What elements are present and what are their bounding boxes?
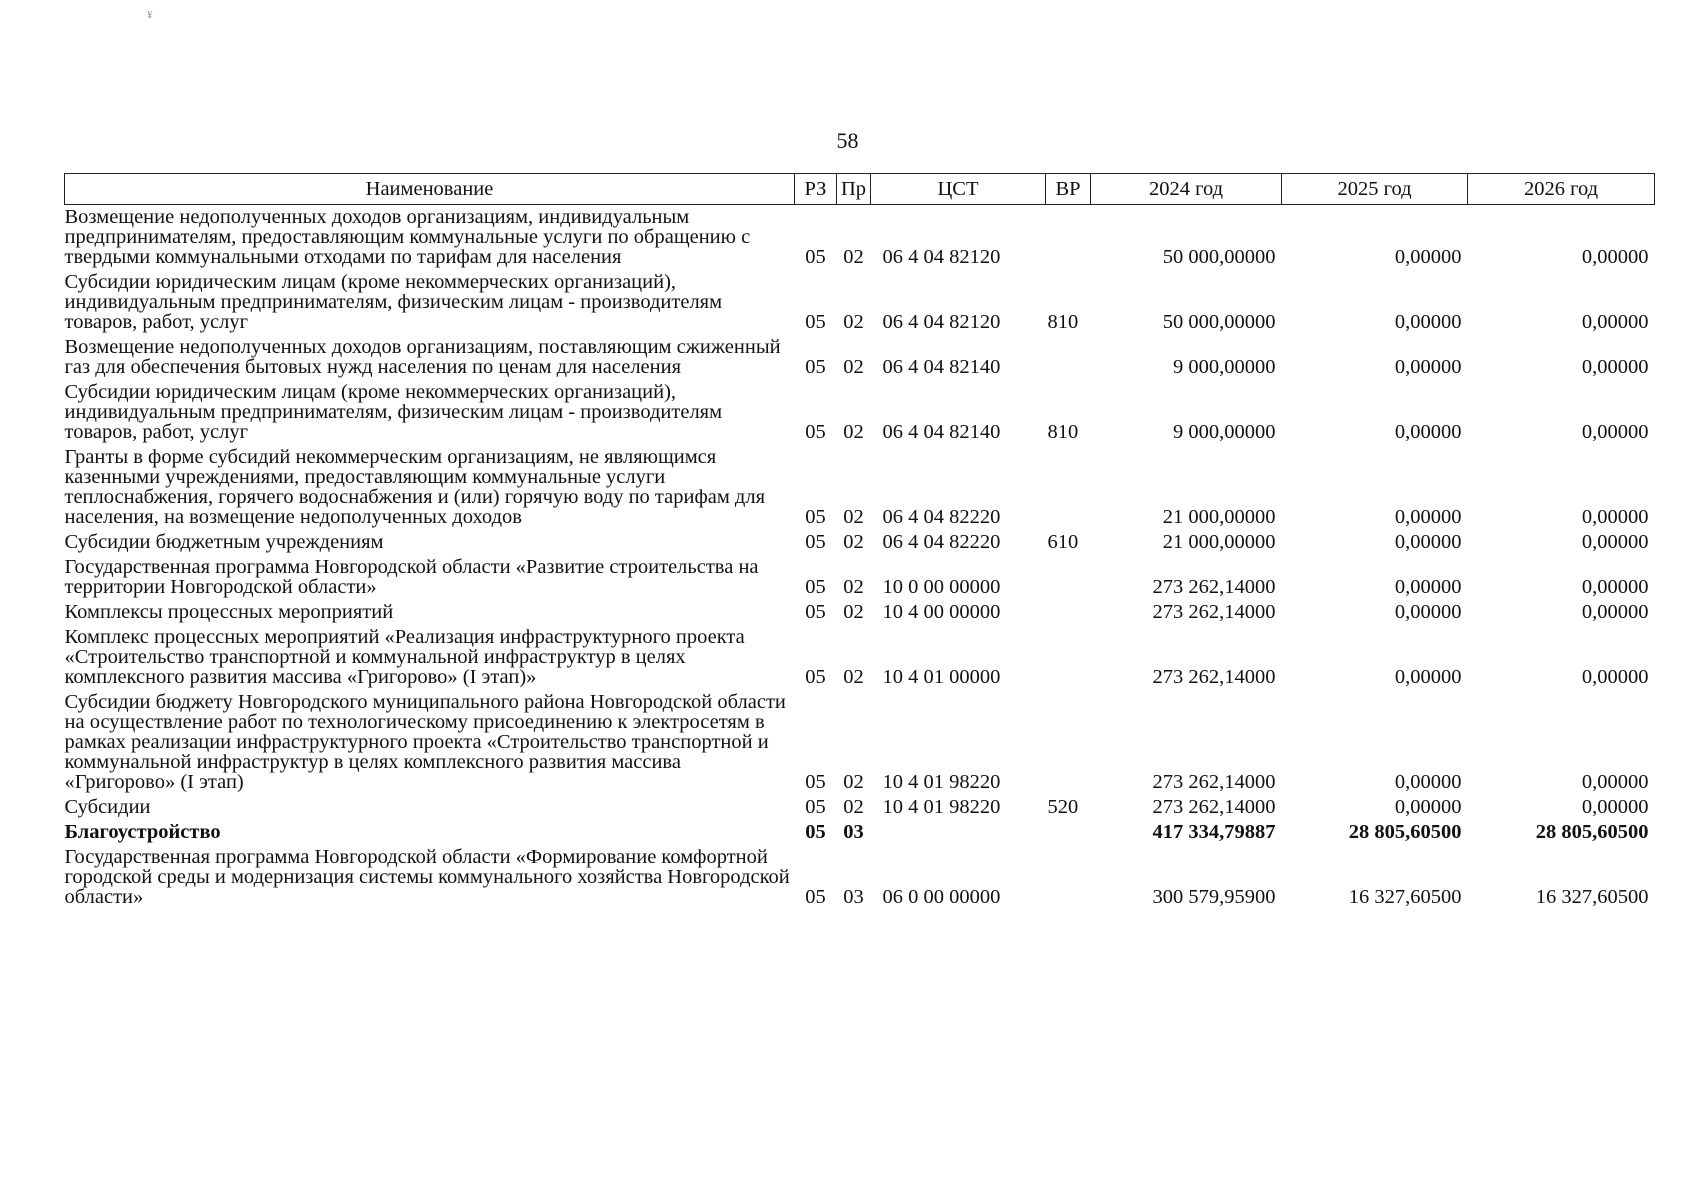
cell-2024: 273 262,14000 bbox=[1152, 796, 1276, 818]
cell-vr: 810 bbox=[1047, 421, 1079, 443]
cell-rz: 05 bbox=[805, 796, 826, 818]
cell-name: Субсидии юридическим лицам (кроме некоммерческих организаций), индивидуальным предпринимателям, физическим лицам - производителям товаров, работ, услуг bbox=[64, 381, 723, 443]
table-header-row bbox=[65, 174, 1655, 205]
cell-vr: 610 bbox=[1047, 531, 1079, 553]
cell-rz: 05 bbox=[805, 576, 826, 598]
cell-vr bbox=[1046, 205, 1091, 271]
cell-pr: 02 bbox=[843, 531, 864, 553]
cell-rz: 05 bbox=[805, 531, 826, 553]
cell-vr bbox=[1046, 845, 1091, 910]
cell-vr bbox=[1046, 555, 1091, 600]
cell-2026: 0,00000 bbox=[1581, 796, 1649, 818]
cell-2025: 0,00000 bbox=[1394, 311, 1462, 333]
cell-2025: 0,00000 bbox=[1394, 356, 1462, 378]
cell-pr: 02 bbox=[843, 421, 864, 443]
cell-vr bbox=[1046, 625, 1091, 690]
cell-rz: 05 bbox=[805, 601, 826, 623]
cell-vr bbox=[1046, 820, 1091, 845]
cell-cst: 10 4 01 00000 bbox=[882, 666, 1001, 688]
cell-name: Субсидии юридическим лицам (кроме некоммерческих организаций), индивидуальным предпринимателям, физическим лицам - производителям товаров, работ, услуг bbox=[64, 271, 723, 333]
cell-pr: 03 bbox=[843, 821, 864, 843]
cell-2024: 50 000,00000 bbox=[1162, 311, 1276, 333]
cell-pr: 02 bbox=[843, 506, 864, 528]
cell-2026: 0,00000 bbox=[1581, 666, 1649, 688]
table-row bbox=[65, 845, 1655, 910]
table-body bbox=[65, 205, 1655, 911]
cell-2026: 0,00000 bbox=[1581, 246, 1649, 268]
cell-2025: 0,00000 bbox=[1394, 246, 1462, 268]
cell-vr bbox=[1046, 335, 1091, 380]
cell-2026: 0,00000 bbox=[1581, 531, 1649, 553]
header-vr: ВР bbox=[1046, 174, 1091, 205]
cell-name: Возмещение недополученных доходов организациям, поставляющим сжиженный газ для обеспечения бытовых нужд населения по ценам для населения bbox=[64, 336, 781, 378]
scan-artifact: ¥ bbox=[147, 9, 153, 21]
cell-cst: 06 4 04 82120 bbox=[882, 311, 1001, 333]
table-row bbox=[65, 795, 1655, 820]
cell-2026: 0,00000 bbox=[1581, 356, 1649, 378]
cell-name: Комплекс процессных мероприятий «Реализация инфраструктурного проекта «Строительство транспортной и коммунальной инфраструктур в целях комплексного развития массива «Григорово» (I этап)» bbox=[64, 626, 745, 688]
cell-rz: 05 bbox=[805, 506, 826, 528]
cell-name: Благоустройство bbox=[64, 821, 221, 843]
cell-name: Государственная программа Новгородской области «Формирование комфортной городской среды и модернизация системы коммунального хозяйства Новгородской области» bbox=[64, 846, 790, 908]
cell-2026: 0,00000 bbox=[1581, 771, 1649, 793]
cell-cst: 10 0 00 00000 bbox=[882, 576, 1001, 598]
page-number: 58 bbox=[836, 128, 859, 153]
cell-rz: 05 bbox=[805, 821, 826, 843]
cell-cst: 06 4 04 82120 bbox=[882, 246, 1001, 268]
cell-rz: 05 bbox=[805, 421, 826, 443]
cell-2026: 28 805,60500 bbox=[1535, 821, 1649, 843]
cell-cst: 06 0 00 00000 bbox=[882, 886, 1001, 908]
cell-cst: 06 4 04 82140 bbox=[882, 421, 1001, 443]
cell-name: Возмещение недополученных доходов организациям, индивидуальным предпринимателям, предоставляющим коммунальные услуги по обращению с твердыми коммунальными отходами по тарифам для населения bbox=[64, 206, 751, 268]
cell-name: Субсидии bbox=[64, 796, 151, 818]
cell-2025: 0,00000 bbox=[1394, 601, 1462, 623]
header-2025: 2025 год bbox=[1282, 174, 1468, 205]
cell-2025: 0,00000 bbox=[1394, 421, 1462, 443]
cell-2024: 300 579,95900 bbox=[1152, 886, 1276, 908]
cell-rz: 05 bbox=[805, 886, 826, 908]
cell-pr: 02 bbox=[843, 796, 864, 818]
budget-table bbox=[64, 173, 1655, 910]
cell-2025: 0,00000 bbox=[1394, 576, 1462, 598]
cell-vr: 520 bbox=[1047, 796, 1079, 818]
cell-vr: 810 bbox=[1047, 311, 1079, 333]
table-row bbox=[65, 205, 1655, 271]
cell-cst: 06 4 04 82140 bbox=[882, 356, 1001, 378]
cell-2025: 28 805,60500 bbox=[1348, 821, 1462, 843]
cell-2024: 273 262,14000 bbox=[1152, 576, 1276, 598]
cell-rz: 05 bbox=[805, 666, 826, 688]
table-row bbox=[65, 600, 1655, 625]
header-rz: РЗ bbox=[795, 174, 837, 205]
cell-rz: 05 bbox=[805, 356, 826, 378]
cell-pr: 02 bbox=[843, 246, 864, 268]
table-row bbox=[65, 690, 1655, 795]
cell-2026: 0,00000 bbox=[1581, 421, 1649, 443]
cell-2025: 0,00000 bbox=[1394, 506, 1462, 528]
header-name: Наименование bbox=[65, 174, 795, 205]
cell-pr: 02 bbox=[843, 576, 864, 598]
cell-pr: 02 bbox=[843, 771, 864, 793]
cell-vr bbox=[1046, 600, 1091, 625]
cell-cst: 10 4 01 98220 bbox=[882, 771, 1001, 793]
cell-rz: 05 bbox=[805, 311, 826, 333]
cell-name: Субсидии бюджетным учреждениям bbox=[64, 531, 384, 553]
header-2024: 2024 год bbox=[1091, 174, 1282, 205]
cell-name: Гранты в форме субсидий некоммерческим организациям, не являющимся казенными учреждениями, предоставляющим коммунальные услуги теплоснабжения, горячего водоснабжения и (или) горячую воду по тарифам для населения, на возмещение недополученных доходов bbox=[64, 446, 766, 528]
cell-2024: 417 334,79887 bbox=[1152, 821, 1276, 843]
table-row bbox=[65, 820, 1655, 845]
cell-pr: 02 bbox=[843, 601, 864, 623]
cell-2024: 21 000,00000 bbox=[1162, 531, 1276, 553]
cell-name: Государственная программа Новгородской области «Развитие строительства на территории Новгородской области» bbox=[64, 556, 759, 598]
table-row bbox=[65, 270, 1655, 335]
cell-2026: 0,00000 bbox=[1581, 506, 1649, 528]
table-row bbox=[65, 380, 1655, 445]
cell-2024: 9 000,00000 bbox=[1173, 421, 1276, 443]
cell-2024: 273 262,14000 bbox=[1152, 771, 1276, 793]
cell-2024: 273 262,14000 bbox=[1152, 601, 1276, 623]
cell-2026: 0,00000 bbox=[1581, 601, 1649, 623]
cell-pr: 02 bbox=[843, 356, 864, 378]
cell-name: Субсидии бюджету Новгородского муниципального района Новгородской области на осуществление работ по технологическому присоединению к электросетям в рамках реализации инфраструктурного проекта «Строительство транспортной и коммунальной инфраструктур в целях комплексного развития массива «Григорово» (I этап) bbox=[64, 691, 786, 793]
cell-2024: 21 000,00000 bbox=[1162, 506, 1276, 528]
cell-vr bbox=[1046, 690, 1091, 795]
cell-cst: 06 4 04 82220 bbox=[882, 506, 1001, 528]
cell-cst: 10 4 01 98220 bbox=[882, 796, 1001, 818]
cell-2025: 0,00000 bbox=[1394, 666, 1462, 688]
cell-2025: 16 327,60500 bbox=[1348, 886, 1462, 908]
cell-cst bbox=[871, 820, 1046, 845]
cell-pr: 02 bbox=[843, 666, 864, 688]
table-row bbox=[65, 625, 1655, 690]
cell-2024: 9 000,00000 bbox=[1173, 356, 1276, 378]
cell-pr: 02 bbox=[843, 311, 864, 333]
cell-2024: 273 262,14000 bbox=[1152, 666, 1276, 688]
cell-cst: 10 4 00 00000 bbox=[882, 601, 1001, 623]
cell-2026: 16 327,60500 bbox=[1535, 886, 1649, 908]
cell-pr: 03 bbox=[843, 886, 864, 908]
table-row bbox=[65, 445, 1655, 530]
header-2026: 2026 год bbox=[1468, 174, 1655, 205]
cell-2025: 0,00000 bbox=[1394, 531, 1462, 553]
header-cst: ЦСТ bbox=[871, 174, 1046, 205]
cell-2025: 0,00000 bbox=[1394, 771, 1462, 793]
cell-name: Комплексы процессных мероприятий bbox=[64, 601, 394, 623]
cell-2026: 0,00000 bbox=[1581, 311, 1649, 333]
table-row bbox=[65, 335, 1655, 380]
cell-rz: 05 bbox=[805, 771, 826, 793]
cell-2025: 0,00000 bbox=[1394, 796, 1462, 818]
cell-2026: 0,00000 bbox=[1581, 576, 1649, 598]
cell-rz: 05 bbox=[805, 246, 826, 268]
table-row bbox=[65, 530, 1655, 555]
table-row bbox=[65, 555, 1655, 600]
cell-2024: 50 000,00000 bbox=[1162, 246, 1276, 268]
cell-cst: 06 4 04 82220 bbox=[882, 531, 1001, 553]
header-pr: Пр bbox=[837, 174, 871, 205]
cell-vr bbox=[1046, 445, 1091, 530]
